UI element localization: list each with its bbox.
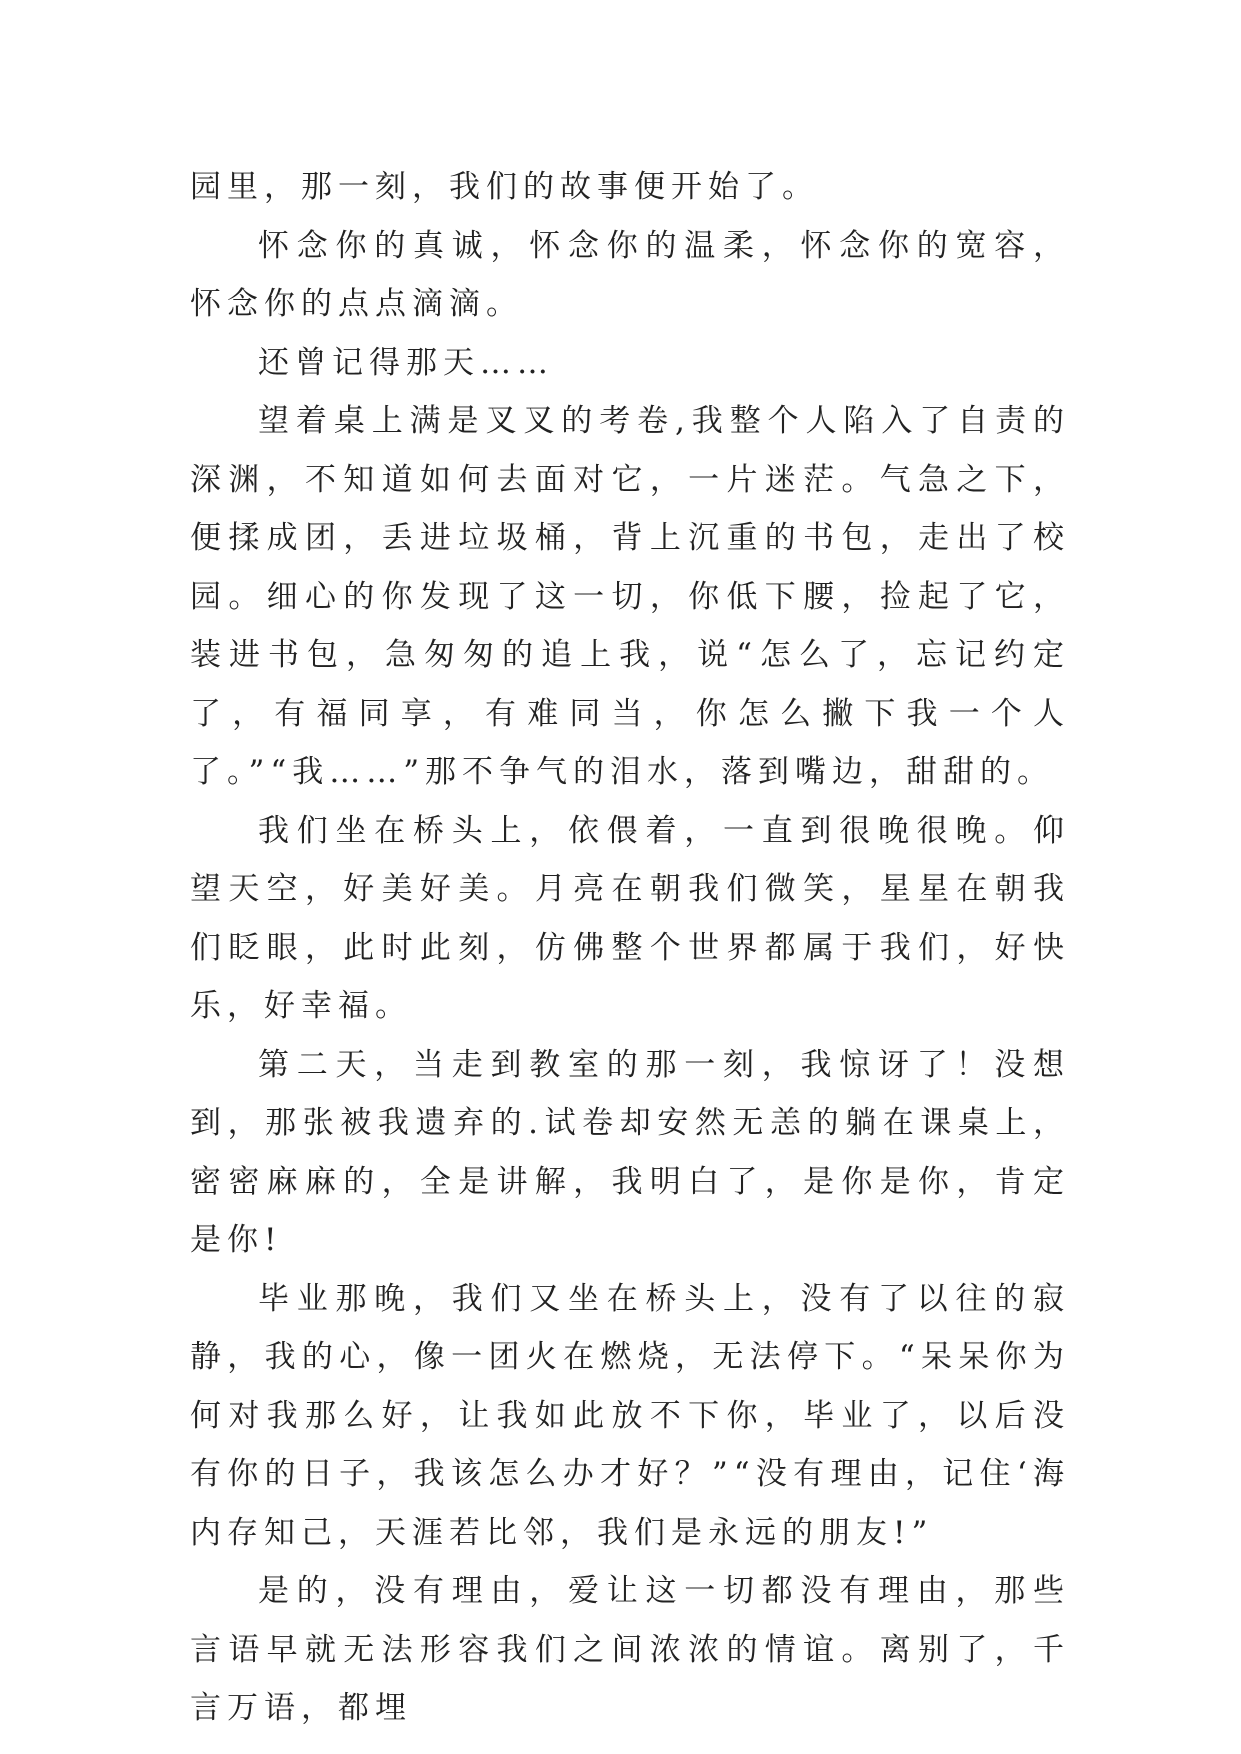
paragraph-3: 还曾记得那天…… [258, 344, 554, 381]
paragraph-1: 园里，那一刻，我们的故事便开始了。 [190, 169, 819, 205]
paragraph-5: 我们坐在桥头上，依偎着，一直到很晚很晚。仰望天空，好美好美。月亮在朝我们微笑，星星在朝我们眨眼，此时此刻，仿佛整个世界都属于我们，好快乐，好幸福。 [190, 812, 1070, 1024]
body-text [190, 158, 1070, 1738]
paragraph-7: 毕业那晚，我们又坐在桥头上，没有了以往的寂静，我的心，像一团火在燃烧，无法停下。“呆呆你为何对我那么好，让我如此放不下你，毕业了，以后没有你的日子，我该怎么办才好？”“没有理由，记住‘海内存知己，天涯若比邻，我们是永远的朋友!” [190, 1280, 1070, 1551]
paragraph-8: 是的，没有理由，爱让这一切都没有理由，那些言语早就无法形容我们之间浓浓的情谊。离别了，千言万语，都埋 [190, 1573, 1070, 1726]
paragraph-2: 怀念你的真诚，怀念你的温柔，怀念你的宽容，怀念你的点点滴滴。 [190, 227, 1070, 322]
paragraph-4: 望着桌上满是叉叉的考卷,我整个人陷入了自责的深渊，不知道如何去面对它，一片迷茫。气急之下，便揉成团，丢进垃圾桶，背上沉重的书包，走出了校园。细心的你发现了这一切，你低下腰，捡起了它，装进书包，急匆匆的追上我，说“怎么了，忘记约定了，有福同享，有难同当，你怎么撇下我一个人了。”“我……”那不争气的泪水，落到嘴边，甜甜的。 [190, 403, 1070, 790]
paragraph-6: 第二天，当走到教室的那一刻，我惊讶了！没想到，那张被我遗弃的.试卷却安然无恙的躺在课桌上，密密麻麻的，全是讲解，我明白了，是你是你，肯定是你! [190, 1046, 1070, 1258]
